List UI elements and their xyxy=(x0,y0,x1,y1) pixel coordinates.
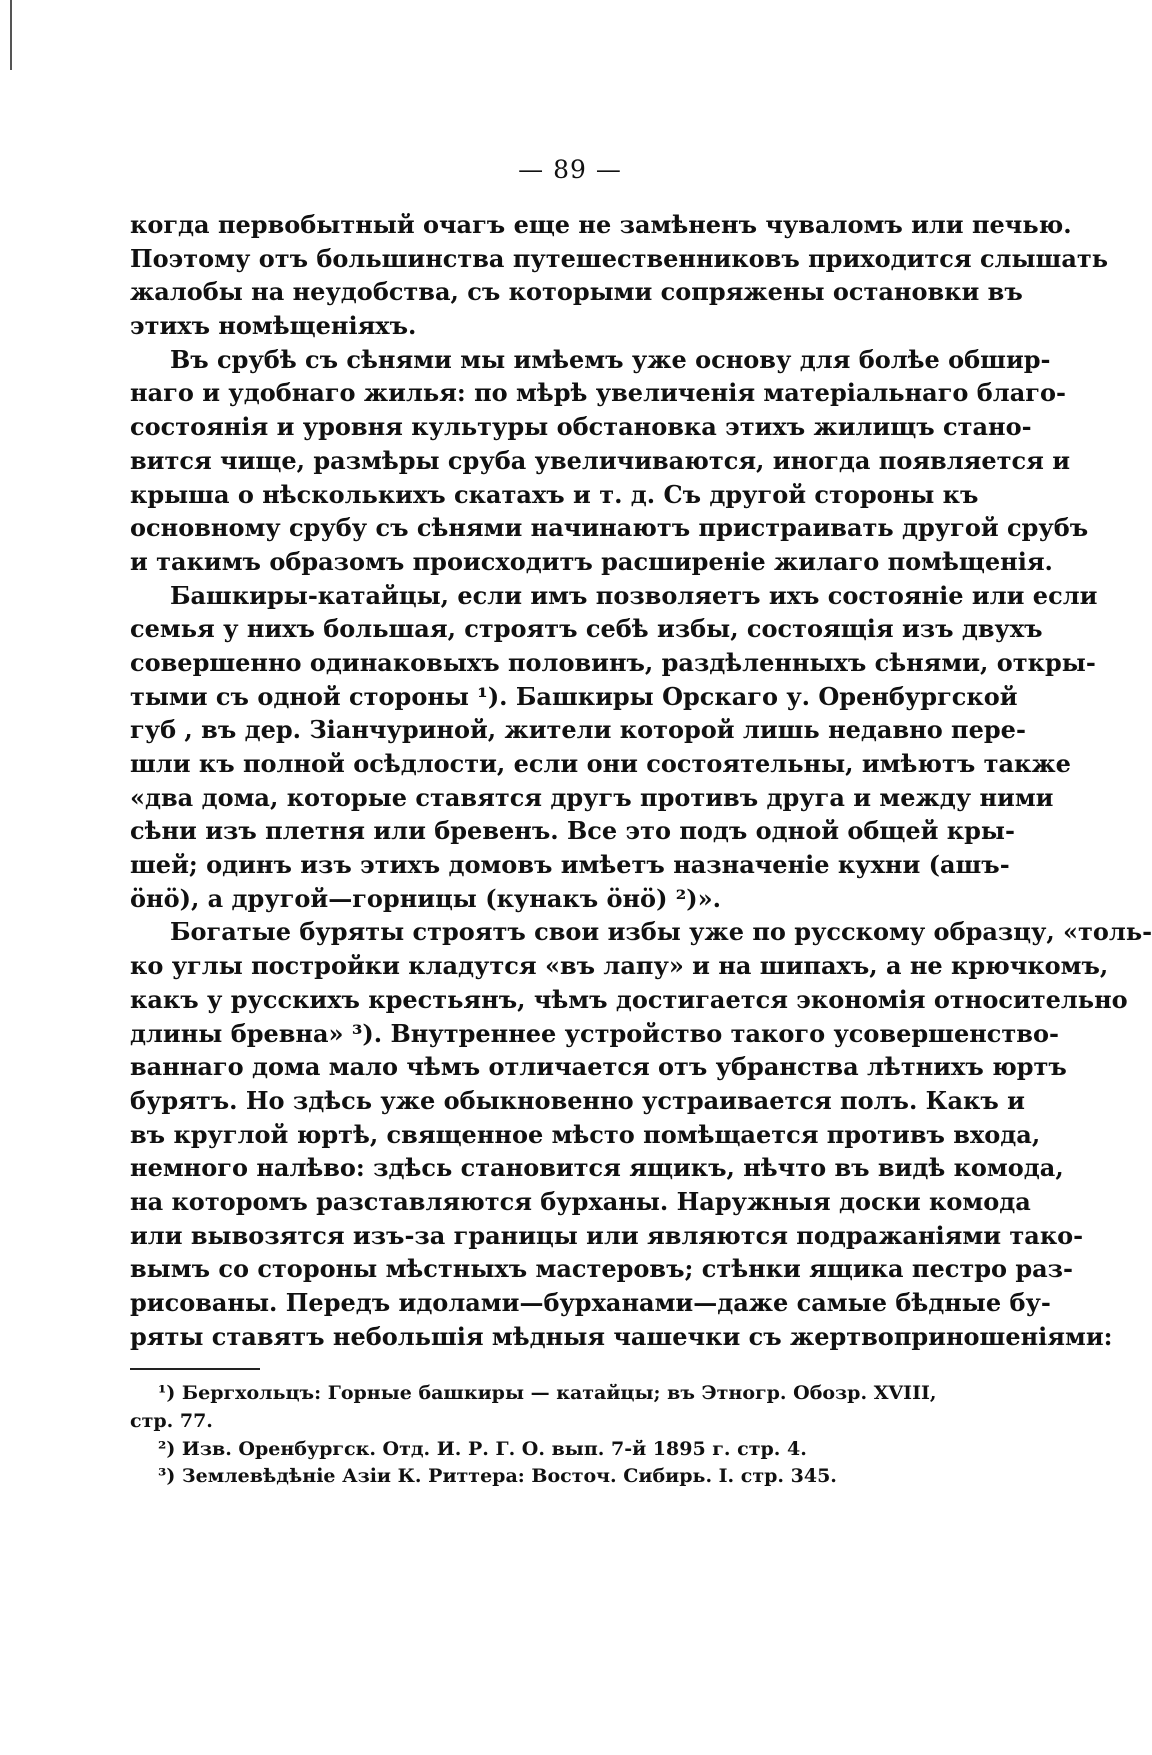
footnote-line: стр. 77. xyxy=(130,1409,213,1432)
text-line: длины бревна» ³). Внутреннее устройство такого усовершенство- xyxy=(130,1018,1059,1048)
text-line: Башкиры-катайцы, если имъ позволяетъ ихъ состояніе или если xyxy=(170,580,1098,610)
footnote-line: ¹) Бергхольцъ: Горные башкиры — катайцы; въ Этногр. Обозр. XVIII, xyxy=(158,1382,937,1404)
body-text xyxy=(130,208,1152,1353)
text-line: семья у нихъ большая, строятъ себѣ избы, состоящія изъ двухъ xyxy=(130,614,1043,644)
text-line: вымъ со стороны мѣстныхъ мастеровъ; стѣнки ящика пестро раз- xyxy=(130,1254,1073,1284)
text-line: сѣни изъ плетня или бревенъ. Все это подъ одной общей кры- xyxy=(130,816,1015,846)
text-line: тыми съ одной стороны ¹). Башкиры Орскаго у. Оренбургской xyxy=(130,681,1018,711)
text-line: какъ у русскихъ крестьянъ, чѣмъ достигается экономія относительно xyxy=(130,984,1128,1014)
text-line: на которомъ разставляются бурханы. Наружныя доски комода xyxy=(130,1186,1031,1216)
text-line: ряты ставятъ небольшія мѣдныя чашечки съ жертвоприношеніями: xyxy=(130,1321,1113,1351)
text-line: ко углы постройки кладутся «въ лапу» и на шипахъ, а не крючкомъ, xyxy=(130,951,1109,981)
text-line: немного налѣво: здѣсь становится ящикъ, нѣчто въ видѣ комода, xyxy=(130,1153,1064,1183)
text-line: шей; одинъ изъ этихъ домовъ имѣетъ назначеніе кухни (ашъ- xyxy=(130,850,1010,880)
text-line: основному срубу съ сѣнями начинаютъ пристраивать другой срубъ xyxy=(130,513,1089,543)
text-line: или вывозятся изъ-за границы или являются подражаніями тако- xyxy=(130,1220,1084,1250)
text-line: и такимъ образомъ происходитъ расширеніе жилаго помѣщенія. xyxy=(130,546,1053,576)
text-line: губ , въ дер. Зіанчуриной, жители которой лишь недавно пере- xyxy=(130,715,1026,745)
text-line: Богатые буряты строятъ свои избы уже по русскому образцу, «толь- xyxy=(170,917,1152,947)
text-line: когда первобытный очагъ еще не замѣненъ чуваломъ или печью. xyxy=(130,210,1072,239)
text-line: въ круглой юртѣ, священное мѣсто помѣщается противъ входа, xyxy=(130,1119,1041,1149)
text-line: крыша о нѣсколькихъ скатахъ и т. д. Съ другой стороны къ xyxy=(130,479,979,509)
text-line: наго и удобнаго жилья: по мѣрѣ увеличенія матеріальнаго благо- xyxy=(130,378,1066,408)
text-line: бурятъ. Но здѣсь уже обыкновенно устраивается полъ. Какъ и xyxy=(130,1085,1025,1115)
footnote-divider xyxy=(130,1368,260,1370)
text-line: ваннаго дома мало чѣмъ отличается отъ убранства лѣтнихъ юртъ xyxy=(130,1052,1067,1082)
footnotes xyxy=(130,1368,935,1491)
page-number: — 89 — xyxy=(518,155,622,184)
text-line: состоянія и уровня культуры обстановка этихъ жилищъ стано- xyxy=(130,412,1032,442)
text-line: жалобы на неудобства, съ которыми сопряжены остановки въ xyxy=(130,277,1023,307)
page-binding-edge xyxy=(10,0,12,70)
text-line: этихъ номѣщеніяхъ. xyxy=(130,311,417,341)
text-line: «два дома, которые ставятся другъ противъ друга и между ними xyxy=(130,782,1054,812)
footnote-line: ²) Изв. Оренбургск. Отд. И. Р. Г. О. вып. 7-й 1895 г. стр. 4. xyxy=(158,1437,807,1460)
text-line: Въ срубѣ съ сѣнями мы имѣемъ уже основу для болѣе обшир- xyxy=(170,344,1051,374)
text-line: рисованы. Передъ идолами—бурханами—даже самые бѣдные бу- xyxy=(130,1288,1051,1317)
text-line: совершенно одинаковыхъ половинъ, раздѣленныхъ сѣнями, откры- xyxy=(130,647,1096,677)
text-line: шли къ полной осѣдлости, если они состоятельны, имѣютъ также xyxy=(130,749,1071,778)
text-line: Поэтому отъ большинства путешественниковъ приходится слышать xyxy=(130,243,1109,273)
text-line: öнö), а другой—горницы (кунакъ öнö) ²)». xyxy=(130,883,721,913)
footnote-line: ³) Землевѣдѣніе Азіи К. Риттера: Восточ. Сибирь. I. стр. 345. xyxy=(158,1465,837,1488)
text-line: вится чище, размѣры сруба увеличиваются, иногда появляется и xyxy=(130,445,1071,475)
